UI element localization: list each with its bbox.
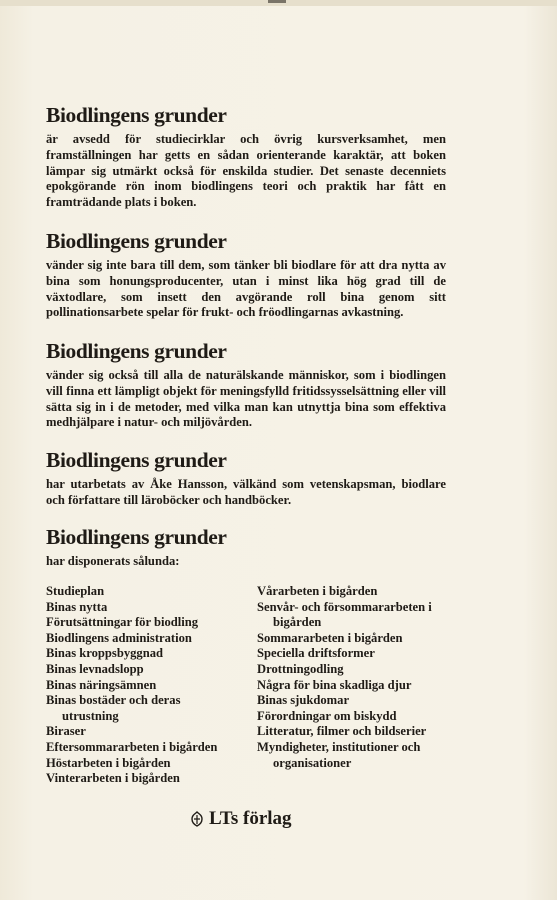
contents-item: Speciella driftsformer — [257, 646, 375, 661]
contents-item: Binas nytta — [46, 599, 108, 614]
contents-item: Binas näringsämnen — [46, 677, 157, 692]
publisher-name: LTs förlag — [209, 808, 292, 829]
section-1 — [46, 103, 446, 211]
section-text: vänder sig också till alla de naturälskande människor, som i biodlingen vill finna ett lämpligt objekt för meningsfylld fritidssysselsättning eller vill sätta sig in i de metoder, med vilka man kan utnyttja bina som effektiva medhjälpare i natur- och miljövården. — [46, 368, 446, 430]
section-title: Biodlingens grunder — [46, 339, 227, 363]
publisher-logo-icon — [190, 811, 204, 827]
section-2 — [46, 229, 446, 321]
contents-item: Höstarbeten i bigården — [46, 755, 171, 770]
contents-item: Förutsättningar för biodling — [46, 615, 199, 630]
contents-item: Binas bostäder och deras utrustning — [46, 693, 181, 723]
contents-item: Binas sjukdomar — [257, 693, 350, 708]
contents-item: Drottningodling — [257, 661, 344, 676]
contents-item: Förordningar om biskydd — [257, 708, 397, 723]
section-3 — [46, 339, 446, 431]
contents-item: Biodlingens administration — [46, 630, 192, 645]
top-mark — [268, 0, 286, 3]
contents-item: Eftersommararbeten i bigården — [46, 739, 218, 754]
contents-item: Vårarbeten i bigården — [257, 584, 378, 598]
section-5 — [46, 525, 446, 570]
section-title: Biodlingens grunder — [46, 448, 227, 472]
section-title: Biodlingens grunder — [46, 103, 227, 127]
contents-item: Myndigheter, institutioner och organisationer — [257, 739, 421, 770]
contents-item: Vinterarbeten i bigården — [46, 771, 180, 786]
contents-list-right — [257, 584, 457, 771]
contents-item: Binas levnadslopp — [46, 661, 144, 676]
section-text: vänder sig inte bara till dem, som tänker bli biodlare för att dra nytta av bina som honungsproducenter, utan i minst lika hög grad till de växtodlare, som insett den avgörande roll bina genom sitt pollinationsarbete spelar för frukt- och fröodlingarnas avkastning. — [46, 258, 446, 320]
section-title: Biodlingens grunder — [46, 525, 227, 549]
section-text: har utarbetats av Åke Hansson, välkänd som vetenskapsman, biodlare och författare till läroböcker och handböcker. — [46, 477, 446, 507]
contents-item: Studieplan — [46, 584, 105, 598]
contents-item: Senvår- och försommararbeten i bigården — [257, 599, 432, 630]
contents-item: Litteratur, filmer och bildserier — [257, 724, 427, 739]
contents-item: Några för bina skadliga djur — [257, 677, 412, 692]
contents-list-left — [46, 584, 231, 787]
contents-item: Biraser — [46, 724, 86, 739]
section-text: är avsedd för studiecirklar och övrig kursverksamhet, men framställningen har getts en sådan orienterande karaktär, att boken lämpar sig utmärkt också för enskilda studier. Det senaste decenniets epokgörande rön inom biodlingens teori och praktik har fått en framträdande plats i boken. — [46, 132, 446, 210]
section-text: har disponerats sålunda: — [46, 554, 180, 568]
publisher-imprint — [190, 808, 390, 830]
section-4 — [46, 448, 446, 509]
contents-item: Sommararbeten i bigården — [257, 630, 403, 645]
section-title: Biodlingens grunder — [46, 229, 227, 253]
contents-item: Binas kroppsbyggnad — [46, 646, 164, 661]
